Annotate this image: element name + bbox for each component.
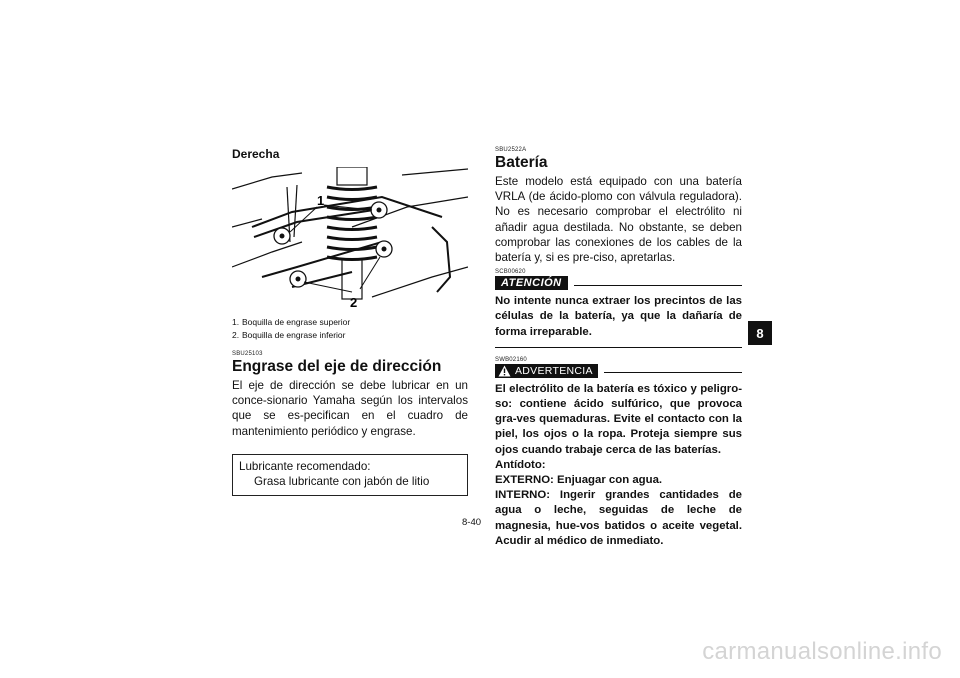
caption-number: 2. — [232, 330, 240, 340]
caption-text: Boquilla de engrase inferior — [242, 330, 346, 340]
caption-item — [232, 316, 468, 329]
lubricant-label: Lubricante recomendado: — [239, 459, 371, 473]
figure-subtitle: Derecha — [232, 147, 280, 161]
divider — [574, 285, 742, 286]
warning-text: El electrólito de la batería es tóxico y peligro-so: contiene ácido sulfúrico, que provoca gra-ves quemaduras. Evite el contacto con la piel, los ojos o la ropa. Proteja siempre sus ojos cuando trabaje cerca de las baterías. — [495, 382, 742, 456]
warning-label: ADVERTENCIA — [515, 364, 593, 377]
caption-text: Boquilla de engrase superior — [242, 317, 351, 327]
chapter-tab: 8 — [748, 321, 772, 345]
warning-code: SWB02160 — [495, 356, 527, 363]
suspension-illustration — [232, 167, 468, 312]
caution-label: ATENCIÓN — [495, 276, 568, 290]
section-code: SBU25103 — [232, 351, 263, 357]
section-code: SBU2522A — [495, 147, 527, 153]
watermark: carmanualsonline.info — [702, 638, 942, 665]
caution-text: No intente nunca extraer los precintos de las células de la batería, ya que la dañaría de forma irreparable. — [495, 295, 742, 338]
right-column — [495, 147, 742, 549]
left-column — [232, 147, 468, 496]
caption-number: 1. — [232, 317, 240, 327]
caption-item — [232, 329, 468, 342]
antidote-internal: INTERNO: Ingerir grandes cantidades de agua o leche, seguidas de leche de magnesia, hue-vos batidos o aceite vegetal. Acudir al médico de inmediato. — [495, 489, 742, 547]
warning-badge — [495, 364, 598, 378]
warning-header — [495, 364, 742, 378]
page-number: 8-40 — [462, 517, 482, 528]
lubricant-value: Grasa lubricante con jabón de litio — [254, 474, 430, 488]
callout-1: 1 — [317, 193, 325, 208]
section-title: Batería — [495, 154, 548, 171]
warning-triangle-icon — [498, 365, 511, 377]
section-body: Este modelo está equipado con una batería VRLA (de ácido-plomo con válvula reguladora). No es necesario comprobar el electrólito ni añadir agua destilada. No obstante, se deben comprobar las conexiones de los cables de la batería y, si es pre-ciso, apretarlas. — [495, 175, 742, 265]
callout-2: 2 — [350, 295, 358, 310]
antidote-title: Antídoto: — [495, 458, 546, 471]
section-title: Engrase del eje de dirección — [232, 358, 442, 375]
lubricant-box — [232, 454, 468, 496]
divider — [604, 372, 742, 373]
grease-nipple-figure — [232, 167, 468, 312]
caution-code: SCB00620 — [495, 269, 526, 276]
figure-captions — [232, 316, 468, 342]
antidote-external: EXTERNO: Enjuagar con agua. — [495, 474, 663, 487]
section-body: El eje de dirección se debe lubricar en un conce-sionario Yamaha según los intervalos que se es-pecifican en el cuadro de mantenimiento periódico y engrase. — [232, 379, 468, 438]
divider — [495, 347, 742, 348]
caution-header — [495, 276, 742, 290]
